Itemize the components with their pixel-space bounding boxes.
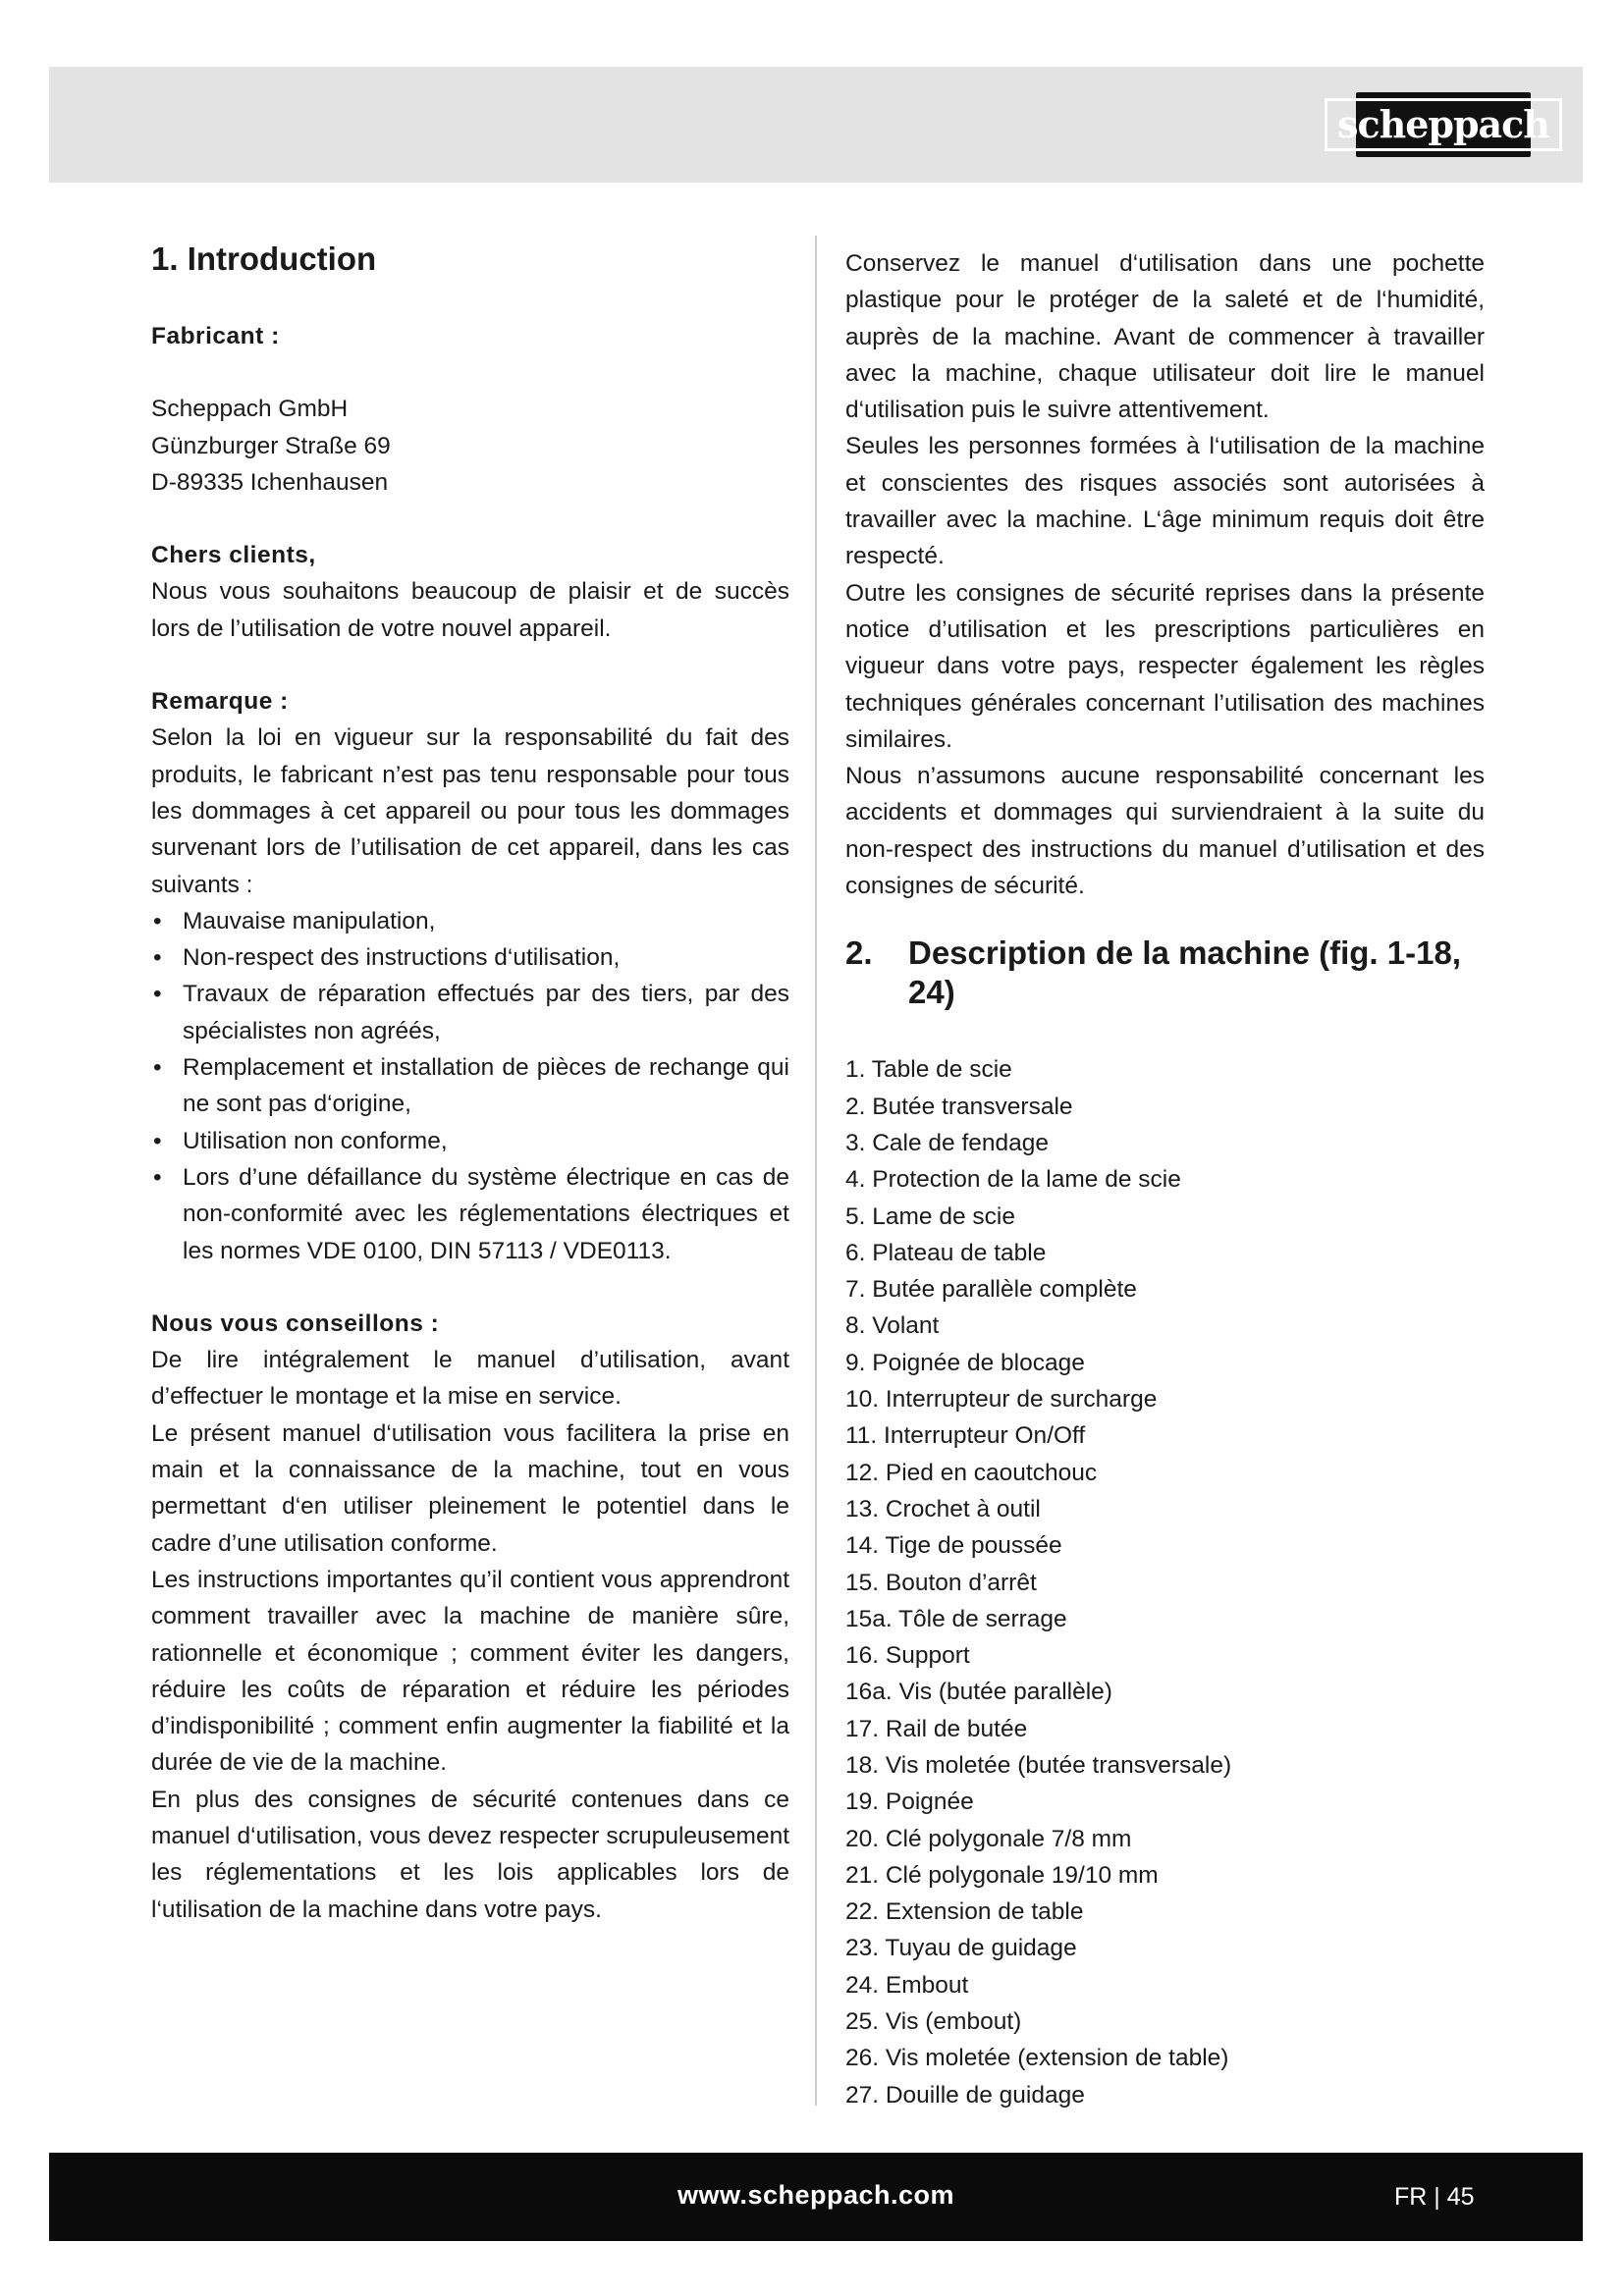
- section-2-number: 2.: [845, 934, 873, 972]
- list-item: 20. Clé polygonale 7/8 mm: [845, 1825, 1132, 1852]
- list-item: 3. Cale de fendage: [845, 1129, 1050, 1156]
- list-item: 18. Vis moletée (butée transversale): [845, 1751, 1232, 1779]
- page-number: FR | 45: [1394, 2183, 1475, 2211]
- section-2-title: [845, 934, 1485, 1012]
- body-paragraph: Conservez le manuel d‘utilisation dans une pochette plastique pour le protéger de la saleté et de l‘humidité, auprès de la machine. Avant de commencer à travailler avec la machine, chaque utilisateur doit lire le manuel d‘utilisation puis le suivre attentivement.: [845, 250, 1485, 424]
- manufacturer-address: [151, 391, 789, 501]
- list-item: 8. Volant: [845, 1312, 940, 1340]
- list-item: • Remplacement et installation de pièces de rechange qui ne sont pas d‘origine,: [151, 1049, 789, 1123]
- list-item: 6. Plateau de table: [845, 1239, 1047, 1266]
- remarque-label: Remarque :: [151, 688, 289, 716]
- list-item: 23. Tuyau de guidage: [845, 1935, 1077, 1962]
- column-divider: [815, 236, 817, 2106]
- list-item: 21. Clé polygonale 19/10 mm: [845, 1861, 1159, 1889]
- list-item: • Non-respect des instructions d‘utilisation,: [151, 939, 789, 976]
- conseil-paragraph: En plus des consignes de sécurité contenues dans ce manuel d‘utilisation, vous devez respecter scrupuleusement les réglementations et les lois applicables lors de l‘utilisation de la machine dans votre pays.: [151, 1786, 789, 1923]
- list-item: 7. Butée parallèle complète: [845, 1276, 1137, 1304]
- section-1-title: 1. Introduction: [151, 240, 377, 277]
- address-line: D-89335 Ichenhausen: [151, 468, 389, 496]
- chers-clients-label: Chers clients,: [151, 542, 316, 569]
- conseil-paragraph: De lire intégralement le manuel d’utilisation, avant d’effectuer le montage et la mise en service.: [151, 1347, 789, 1411]
- list-item: 13. Crochet à outil: [845, 1495, 1041, 1522]
- list-item: • Utilisation non conforme,: [151, 1123, 789, 1159]
- list-item: 5. Lame de scie: [845, 1202, 1015, 1230]
- list-item: • Travaux de réparation effectués par des tiers, par des spécialistes non agréés,: [151, 976, 789, 1049]
- list-item: 22. Extension de table: [845, 1898, 1084, 1926]
- list-item: 15. Bouton d’arrêt: [845, 1569, 1037, 1596]
- list-item: 15a. Tôle de serrage: [845, 1605, 1067, 1632]
- list-item: • Lors d’une défaillance du système électrique en cas de non-conformité avec les réglementations électriques et les normes VDE 0100, DIN 57113 / VDE0113.: [151, 1159, 789, 1269]
- liability-exclusions-list: [151, 903, 789, 1269]
- conseil-paragraph: Le présent manuel d‘utilisation vous facilitera la prise en main et la connaissance de la machine, tout en vous permettant d‘en utiliser pleinement le potentiel dans le cadre d’une utilisation conforme.: [151, 1419, 789, 1557]
- list-item: 25. Vis (embout): [845, 2008, 1022, 2036]
- list-item: 14. Tige de poussée: [845, 1532, 1062, 1560]
- section-2-heading-text: Description de la machine (fig. 1-18, 24): [908, 934, 1461, 1011]
- remarque-text: Selon la loi en vigueur sur la responsabilité du fait des produits, le fabricant n’est pas tenu responsable pour tous les dommages à cet appareil ou pour tous les dommages survenant lors de l’utilisation de cet appareil, dans les cas suivants :: [151, 724, 789, 898]
- right-column: [845, 245, 1485, 2113]
- address-line: Scheppach GmbH: [151, 396, 349, 423]
- list-item: 4. Protection de la lame de scie: [845, 1166, 1181, 1194]
- list-item: 11. Interrupteur On/Off: [845, 1422, 1086, 1450]
- chers-clients-text: Nous vous souhaitons beaucoup de plaisir et de succès lors de l’utilisation de votre nouvel appareil.: [151, 578, 789, 642]
- list-item: 24. Embout: [845, 1971, 969, 1999]
- list-item: 1. Table de scie: [845, 1056, 1012, 1084]
- list-item: 16. Support: [845, 1642, 970, 1670]
- list-item: 2. Butée transversale: [845, 1093, 1073, 1120]
- body-paragraph: Outre les consignes de sécurité reprises dans la présente notice d’utilisation et les prescriptions particulières en vigueur dans votre pays, respecter également les règles techniques générales concernant l’utilisation des machines similaires.: [845, 579, 1485, 753]
- machine-parts-list: [845, 1051, 1485, 2113]
- list-item: 17. Rail de butée: [845, 1715, 1028, 1742]
- list-item: 19. Poignée: [845, 1789, 974, 1816]
- left-column: [151, 240, 789, 1928]
- list-item: 27. Douille de guidage: [845, 2081, 1085, 2109]
- list-item: 9. Poignée de blocage: [845, 1349, 1085, 1376]
- scheppach-logo: [1337, 92, 1549, 157]
- list-item: 10. Interrupteur de surcharge: [845, 1386, 1158, 1414]
- conseil-paragraph: Les instructions importantes qu’il contient vous apprendront comment travailler avec la machine de manière sûre, rationnelle et économique ; comment éviter les dangers, réduire les coûts de réparation et réduire les périodes d’indisponibilité ; comment enfin augmenter la fiabilité et la durée de vie de la machine.: [151, 1566, 789, 1777]
- body-paragraph: Seules les personnes formées à l‘utilisation de la machine et conscientes des risques associés sont autorisées à travailler avec la machine. L‘âge minimum requis doit être respecté.: [845, 433, 1485, 570]
- list-item: 16a. Vis (butée parallèle): [845, 1679, 1112, 1706]
- fabricant-label: Fabricant :: [151, 323, 280, 349]
- body-paragraph: Nous n’assumons aucune responsabilité concernant les accidents et dommages qui surviendraient à la suite du non-respect des instructions du manuel d’utilisation et des consignes de sécurité.: [845, 763, 1485, 900]
- list-item: 26. Vis moletée (extension de table): [845, 2045, 1229, 2072]
- footer-bar: [49, 2153, 1583, 2241]
- conseil-label: Nous vous conseillons :: [151, 1309, 440, 1337]
- list-item: • Mauvaise manipulation,: [151, 903, 789, 939]
- logo-text: scheppach: [1325, 98, 1562, 151]
- address-line: Günzburger Straße 69: [151, 432, 391, 459]
- list-item: 12. Pied en caoutchouc: [845, 1459, 1098, 1486]
- website-link[interactable]: www.scheppach.com: [677, 2180, 955, 2210]
